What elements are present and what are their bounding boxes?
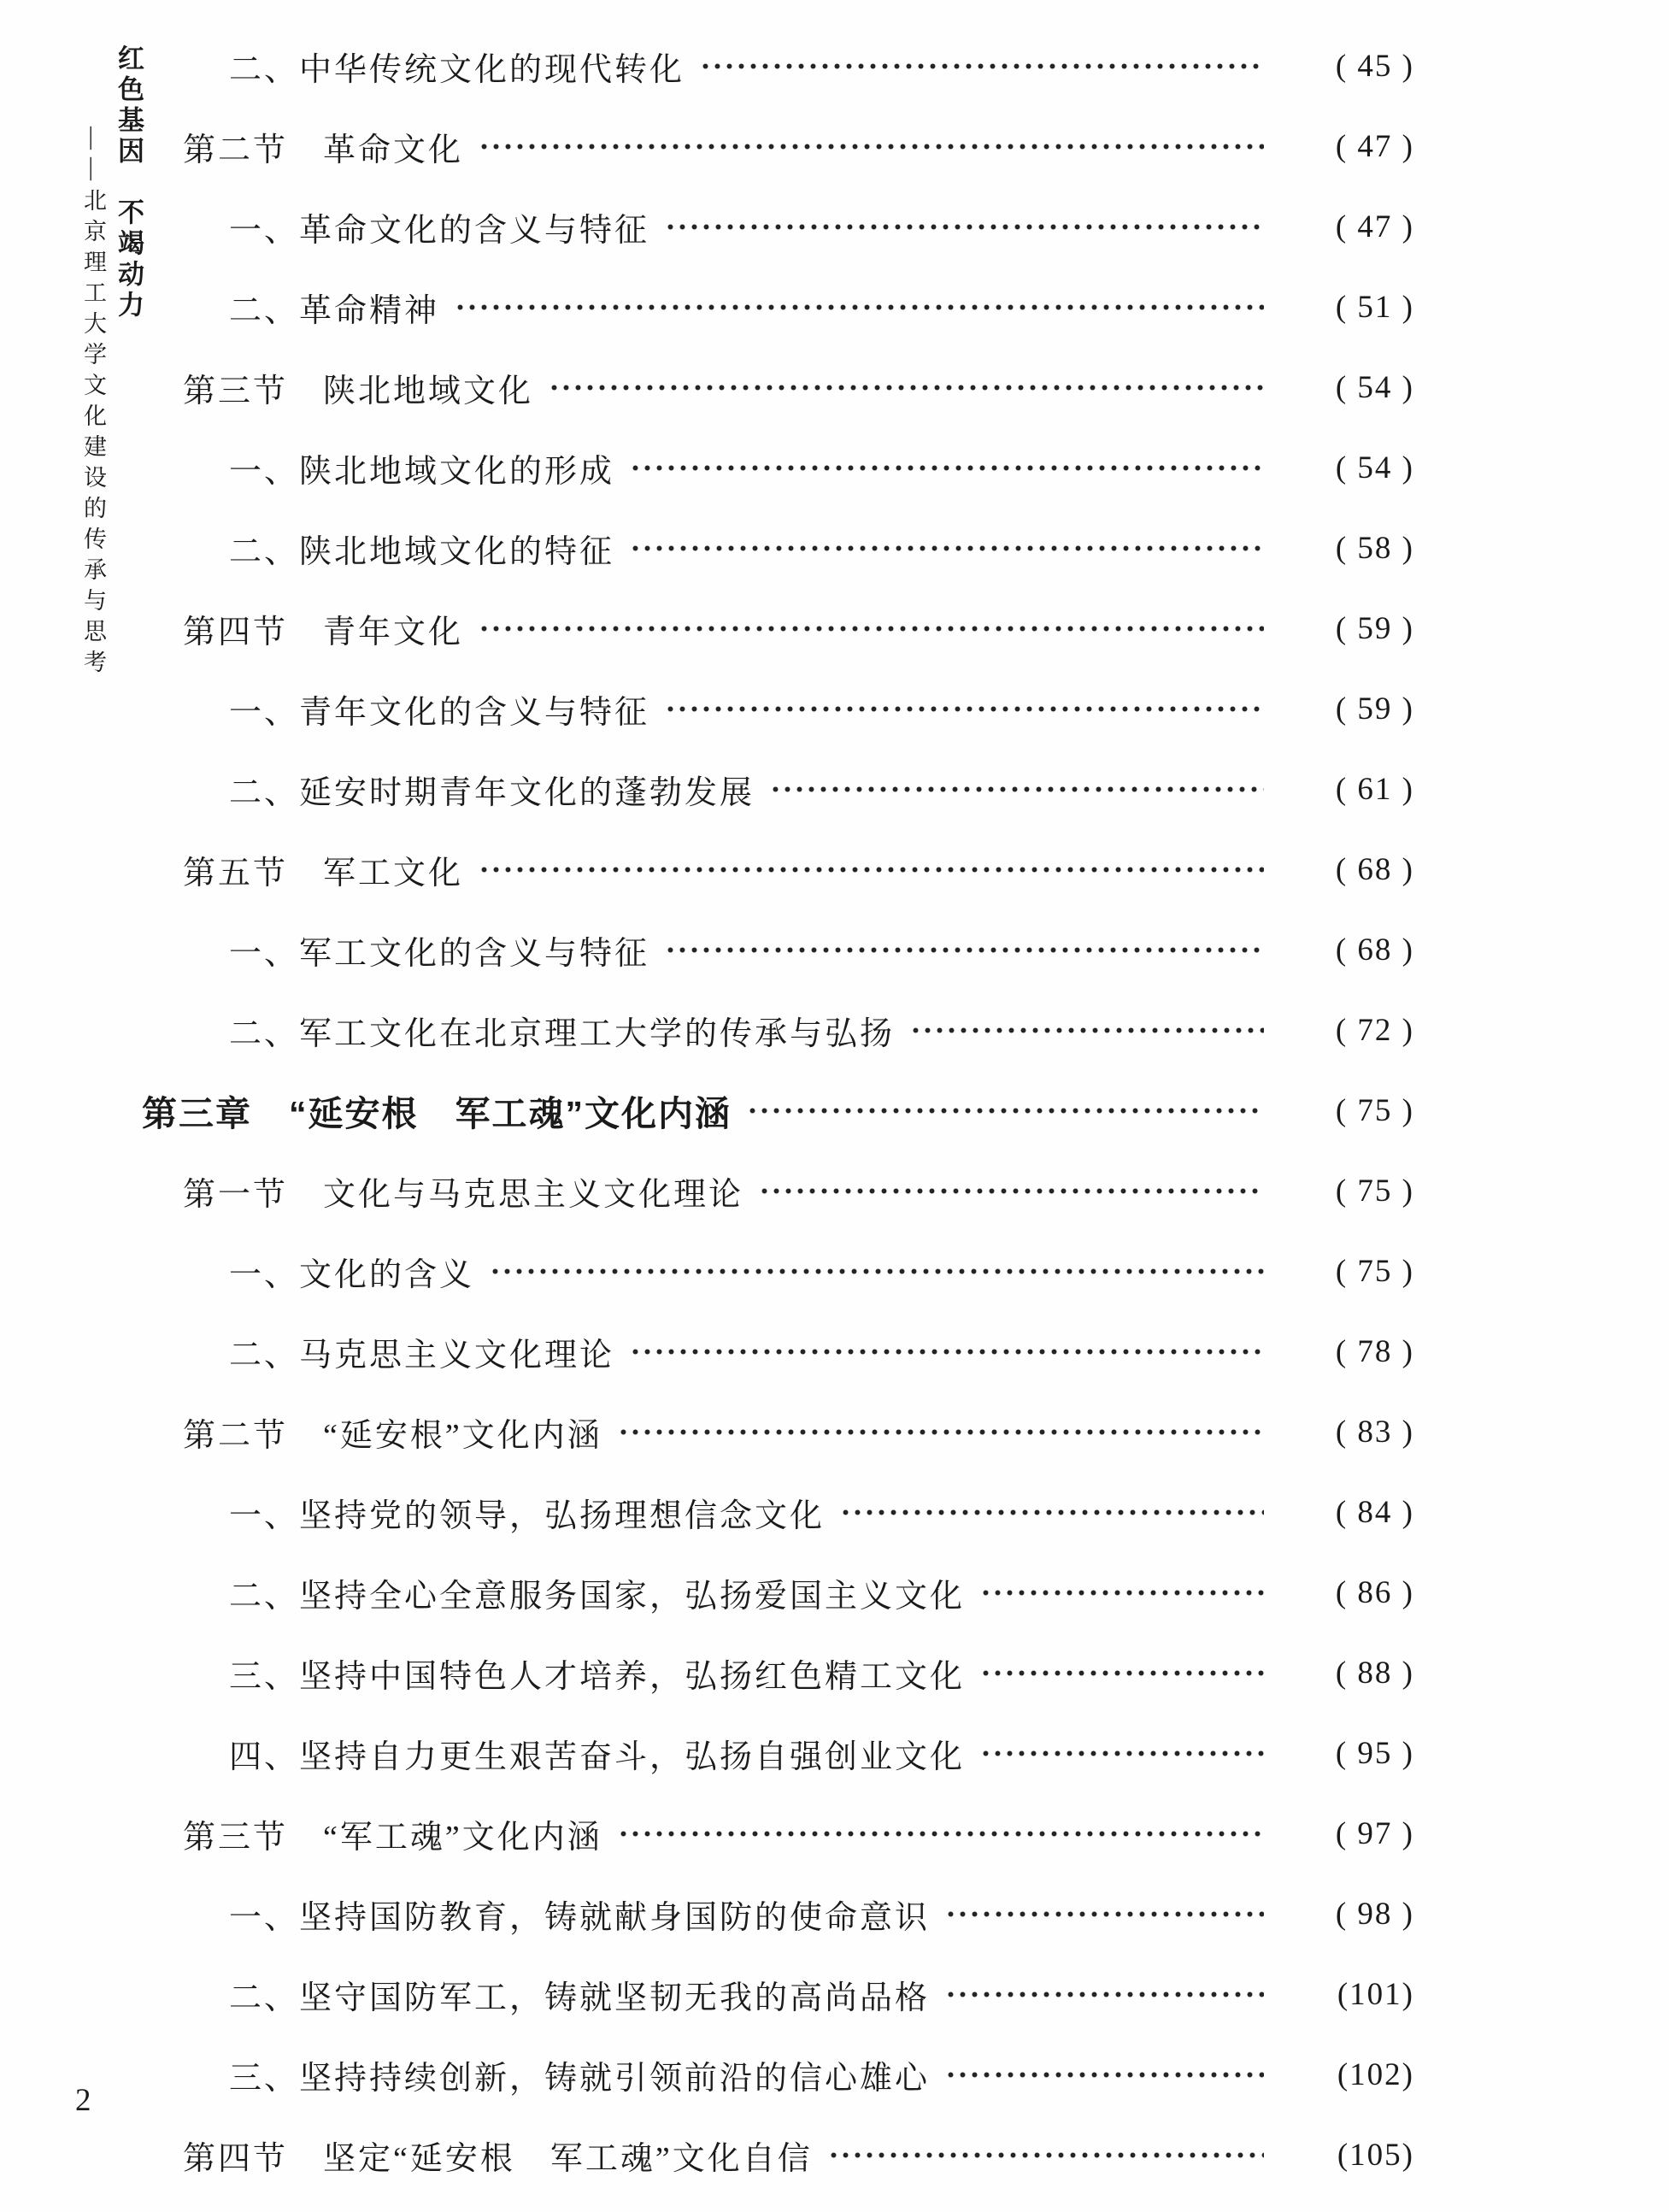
toc-entry-title: 一、革命文化的含义与特征 [229, 212, 650, 249]
toc-entry-title: 第四节 青年文化 [183, 614, 464, 650]
toc-entry-page: ( 58 ) [1335, 530, 1414, 566]
toc-entry-page: ( 59 ) [1335, 691, 1414, 727]
toc-entry-title: 第五节 军工文化 [183, 855, 464, 891]
toc-row [0, 749, 1414, 829]
toc-entry-page: ( 68 ) [1335, 851, 1414, 887]
toc-entry-page: ( 75 ) [1335, 1092, 1414, 1128]
dot-leader [842, 1509, 1264, 1516]
toc-entry-title: 四、坚持自力更生艰苦奋斗，弘扬自强创业文化 [229, 1738, 966, 1775]
toc-entry-title: 第四节 坚定“延安根 军工魂”文化自信 [183, 2140, 813, 2177]
toc-entry-page: ( 98 ) [1335, 1896, 1414, 1932]
toc-row [0, 829, 1414, 909]
toc-entry-page: ( 88 ) [1335, 1655, 1414, 1691]
toc-entry-page: (101) [1337, 1976, 1414, 2012]
dot-leader [947, 1991, 1264, 1998]
toc-entry-page: ( 51 ) [1335, 289, 1414, 325]
toc-row [0, 1633, 1414, 1713]
toc-entry-page: ( 75 ) [1335, 1173, 1414, 1209]
toc-entry-title: 三、坚持中国特色人才培养，弘扬红色精工文化 [229, 1658, 966, 1695]
dot-leader [912, 1027, 1264, 1034]
dot-leader [982, 1589, 1264, 1597]
dot-leader [982, 1750, 1264, 1757]
dot-leader [830, 2151, 1264, 2159]
dot-leader [456, 303, 1264, 311]
dot-leader [480, 143, 1264, 150]
dot-leader [632, 544, 1264, 552]
dot-leader [947, 1910, 1264, 1918]
toc-row [0, 668, 1414, 749]
toc-entry-page: ( 78 ) [1335, 1333, 1414, 1369]
toc-entry-title: 一、坚持党的领导，弘扬理想信念文化 [229, 1497, 826, 1534]
toc-row [0, 1472, 1414, 1552]
toc-entry-page: ( 68 ) [1335, 932, 1414, 968]
toc-entry-page: ( 95 ) [1335, 1735, 1414, 1771]
toc-row [0, 26, 1414, 106]
toc-entry-title: 二、中华传统文化的现代转化 [229, 51, 685, 88]
toc-row [0, 2115, 1414, 2195]
dot-leader [632, 1348, 1264, 1356]
toc-entry-page: (105) [1337, 2137, 1414, 2173]
toc-row [0, 1713, 1414, 1793]
dot-leader [761, 1187, 1264, 1195]
dot-leader [667, 946, 1264, 954]
dot-leader [550, 384, 1264, 391]
toc-entry-page: ( 72 ) [1335, 1012, 1414, 1048]
book-subtitle-vertical: ——北京理工大学文化建设的传承与思考 [80, 126, 106, 680]
toc-entry-title: 二、坚持全心全意服务国家，弘扬爱国主义文化 [229, 1578, 966, 1615]
dot-leader [480, 625, 1264, 632]
dot-leader [749, 1107, 1264, 1115]
toc-entry-page: ( 86 ) [1335, 1574, 1414, 1610]
toc-row [0, 990, 1414, 1070]
toc-entry-title: 二、革命精神 [229, 292, 440, 329]
toc-entry-page: ( 61 ) [1335, 771, 1414, 807]
dot-leader [702, 62, 1264, 70]
toc-entry-title: 二、陕北地域文化的特征 [229, 533, 615, 570]
page-number: 2 [75, 2083, 91, 2118]
toc-row [0, 508, 1414, 588]
toc-entry-title: 一、军工文化的含义与特征 [229, 935, 650, 972]
toc-row [0, 2034, 1414, 2115]
toc-row [0, 1874, 1414, 1954]
toc-entry-page: ( 75 ) [1335, 1253, 1414, 1289]
dot-leader [667, 705, 1264, 713]
dot-leader [491, 1268, 1264, 1275]
toc-entry-title: 二、延安时期青年文化的蓬勃发展 [229, 774, 755, 811]
toc-row [0, 1150, 1414, 1231]
toc-entry-page: ( 97 ) [1335, 1815, 1414, 1851]
toc-entry-page: ( 84 ) [1335, 1494, 1414, 1530]
toc-row [0, 588, 1414, 668]
toc-row [0, 1231, 1414, 1311]
dot-leader [947, 2071, 1264, 2079]
toc-row [0, 909, 1414, 990]
toc-entry-page: ( 54 ) [1335, 369, 1414, 405]
toc-entry-title: 二、坚守国防军工，铸就坚韧无我的高尚品格 [229, 1980, 931, 2016]
toc-list [0, 26, 1414, 2195]
toc-entry-title: 三、坚持持续创新，铸就引领前沿的信心雄心 [229, 2060, 931, 2097]
dot-leader [667, 223, 1264, 231]
toc-entry-title: 第三章 “延安根 军工魂”文化内涵 [142, 1093, 732, 1133]
dot-leader [982, 1669, 1264, 1677]
dot-leader [632, 464, 1264, 472]
toc-entry-page: ( 47 ) [1335, 128, 1414, 164]
toc-row [0, 1070, 1414, 1150]
toc-entry-title: 一、青年文化的含义与特征 [229, 694, 650, 731]
toc-entry-page: (102) [1337, 2056, 1414, 2092]
dot-leader [772, 785, 1264, 793]
toc-entry-page: ( 59 ) [1335, 610, 1414, 646]
toc-entry-page: ( 45 ) [1335, 48, 1414, 84]
toc-entry-title: 第三节 “军工魂”文化内涵 [183, 1819, 602, 1856]
toc-row [0, 1552, 1414, 1633]
toc-entry-page: ( 54 ) [1335, 450, 1414, 485]
toc-entry-title: 第一节 文化与马克思主义文化理论 [183, 1176, 744, 1213]
toc-row [0, 1311, 1414, 1391]
toc-entry-title: 一、坚持国防教育，铸就献身国防的使命意识 [229, 1899, 931, 1936]
toc-entry-page: ( 47 ) [1335, 209, 1414, 244]
dot-leader [620, 1428, 1264, 1436]
toc-entry-title: 一、文化的含义 [229, 1256, 475, 1293]
toc-entry-title: 一、陕北地域文化的形成 [229, 453, 615, 490]
toc-row [0, 347, 1414, 427]
dot-leader [620, 1830, 1264, 1838]
toc-entry-title: 二、军工文化在北京理工大学的传承与弘扬 [229, 1015, 896, 1052]
toc-entry-page: ( 83 ) [1335, 1414, 1414, 1450]
toc-row [0, 427, 1414, 508]
toc-entry-title: 第二节 “延安根”文化内涵 [183, 1417, 602, 1454]
toc-row [0, 267, 1414, 347]
toc-row [0, 106, 1414, 186]
toc-entry-title: 二、马克思主义文化理论 [229, 1337, 615, 1374]
toc-row [0, 1391, 1414, 1472]
toc-entry-title: 第三节 陕北地域文化 [183, 373, 534, 409]
toc-row [0, 1954, 1414, 2034]
toc-row [0, 186, 1414, 267]
dot-leader [480, 866, 1264, 874]
book-title-vertical: 红色基因 不竭动力 [114, 44, 144, 321]
toc-entry-title: 第二节 革命文化 [183, 132, 464, 168]
toc-row [0, 1793, 1414, 1874]
